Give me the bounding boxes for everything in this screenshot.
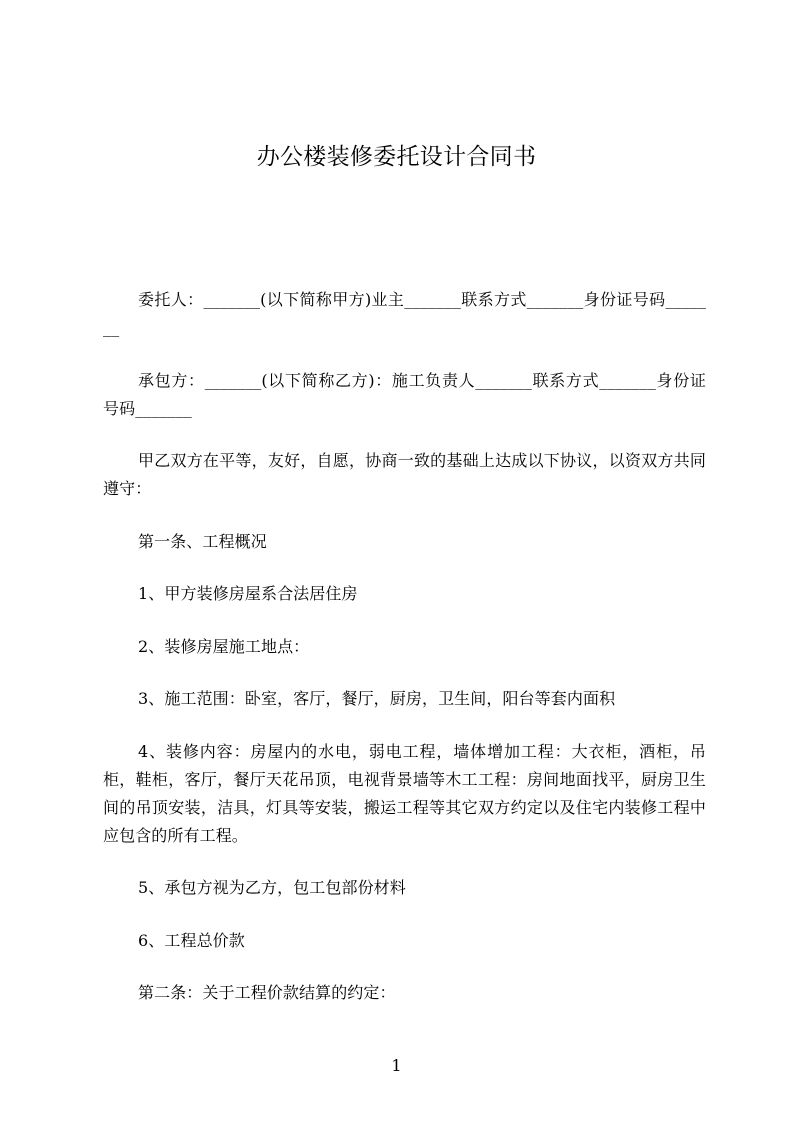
article-2-heading: 第二条：关于工程价款结算的约定： — [138, 983, 396, 1002]
article-1-item-6: 6、工程总价款 — [138, 930, 245, 950]
article-1-item-1: 1、甲方装修房屋系合法居住房 — [138, 584, 358, 603]
article-1-item-5: 5、承包方视为乙方，包工包部份材料 — [138, 878, 406, 897]
client-party-info: 委托人：_______(以下简称甲方)业主_______联系方式_______身份证号码_______ — [103, 290, 706, 337]
contractor-party-info: 承包方：_______(以下简称乙方)：施工负责人_______联系方式_______身份证号码_______ — [103, 370, 706, 418]
article-1-item-2: 2、装修房屋施工地点： — [138, 636, 310, 656]
document-body — [103, 286, 706, 1032]
document-title: 办公楼装修委托设计合同书 — [256, 144, 537, 170]
agreement-preamble: 甲乙双方在平等，友好，自愿，协商一致的基础上达成以下协议，以资双方共同遵守： — [103, 451, 706, 498]
page-number: 1 — [391, 1056, 402, 1075]
article-1-item-4: 4、装修内容：房屋内的水电，弱电工程，墙体增加工程：大衣柜，酒柜，吊柜，鞋柜，客厅，餐厅天花吊顶，电视背景墙等木工工程：房间地面找平，厨房卫生间的吊顶安装，洁具，灯具等安装，搬运工程等其它双方约定以及住宅内装修工程中应包含的所有工程。 — [103, 741, 706, 845]
article-1-heading: 第一条、工程概况 — [138, 531, 267, 551]
article-1-item-3: 3、施工范围：卧室，客厅，餐厅，厨房，卫生间，阳台等套内面积 — [138, 689, 616, 708]
